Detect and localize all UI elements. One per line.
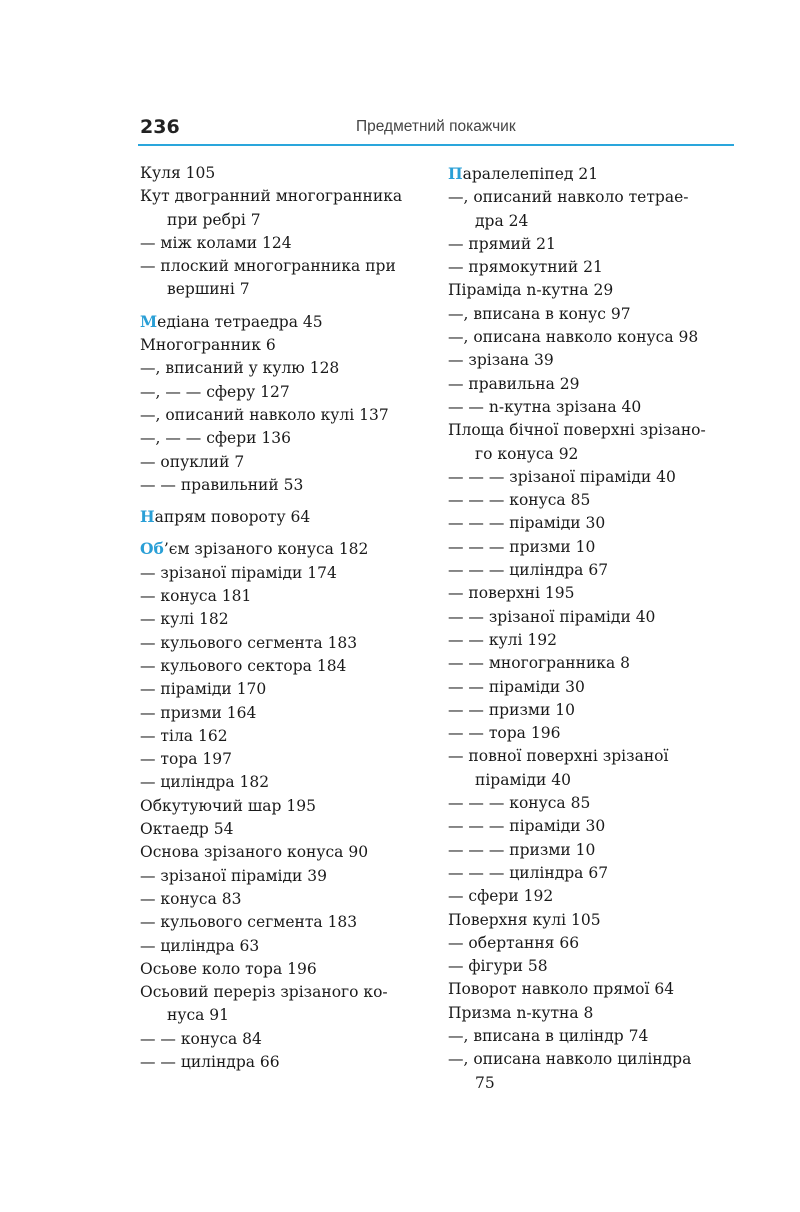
index-entry [140,585,438,608]
index-entry-text: аралелепіпед 21 [462,165,599,183]
index-entry-text: Осьовий переріз зрізаного ко- [140,983,388,1002]
index-entry [140,795,438,818]
index-entry [448,582,746,605]
index-column-right [448,162,746,1095]
index-entry [140,818,438,841]
index-entry-continuation: го конуса 92 [475,444,579,463]
page-header [138,116,734,144]
index-entry-text: — плоский многогранника при [140,257,396,276]
index-entry [140,1051,438,1074]
index-entry [448,1025,746,1048]
index-entry-continuation: при ребрі 7 [167,210,261,229]
index-entry [140,748,438,771]
index-entry [448,676,746,699]
index-entry-text: — — — зрізаної піраміди 40 [448,467,676,486]
index-entry-text: — — циліндра 66 [140,1052,280,1071]
index-entry-text: —, описана навколо конуса 98 [448,328,699,347]
index-entry-continuation: нуса 91 [167,1006,230,1025]
index-entry-text: —, — — сферу 127 [140,382,290,401]
index-entry-text: — тора 197 [140,750,233,769]
index-entry [140,655,438,678]
index-entry-text: Многогранник 6 [140,336,276,355]
index-entry [140,505,438,529]
index-entry [140,935,438,958]
index-entry [448,978,746,1001]
index-entry [448,233,746,256]
index-entry [140,702,438,725]
index-entry-text: — — многогранника 8 [448,654,631,673]
index-entry-text: — призми 164 [140,703,257,722]
index-entry [448,745,746,792]
index-entry [448,303,746,326]
index-entry-text: — зрізаної піраміди 174 [140,563,337,582]
index-entry-text: — конуса 181 [140,587,252,606]
index-entry-text: — — призми 10 [448,700,575,719]
index-entry-text: — кульового сегмента 183 [140,633,358,652]
index-entry-text: — — конуса 84 [140,1029,262,1048]
index-entry [140,1028,438,1051]
index-entry-text: — зрізана 39 [448,351,554,370]
index-entry [448,512,746,535]
header-rule [138,144,734,146]
index-entry [448,559,746,582]
index-entry [448,279,746,302]
index-entry-text: — кульового сектора 184 [140,656,347,675]
index-entry-text: — конуса 83 [140,889,242,908]
index-entry [448,909,746,932]
index-entry-text: апрям повороту 64 [154,508,311,527]
index-entry-text: — — — призми 10 [448,537,596,556]
index-entry [448,722,746,745]
index-entry-text: — циліндра 182 [140,773,270,792]
index-entry-text: — — — конуса 85 [448,491,591,510]
index-entry [140,562,438,585]
index-entry-text: Обкутуючий шар 195 [140,796,316,815]
index-entry-text: ’єм зрізаного конуса 182 [163,540,369,559]
index-entry-text: Поворот навколо прямої 64 [448,980,675,999]
section-initial-letter: М [140,311,158,331]
index-entry-text: — тіла 162 [140,726,228,745]
index-entry [140,451,438,474]
index-entry [140,865,438,888]
index-entry-text: — циліндра 63 [140,936,260,955]
index-entry [448,932,746,955]
index-entry [448,1048,746,1095]
index-entry [140,841,438,864]
index-entry-text: Піраміда n-кутна 29 [448,281,614,300]
index-entry-text: — — n-кутна зрізана 40 [448,397,642,416]
index-entry [448,839,746,862]
index-entry [448,326,746,349]
index-entry [140,725,438,748]
index-entry-text: — — — піраміди 30 [448,514,606,533]
index-entry-text: — кульового сегмента 183 [140,913,358,932]
index-entry [448,629,746,652]
index-entry [448,373,746,396]
index-entry-text: — прямий 21 [448,234,556,253]
index-column-left [140,162,438,1074]
index-entry-text: Поверхня кулі 105 [448,910,601,929]
index-entry [448,652,746,675]
index-entry [448,955,746,978]
index-entry-text: Основа зрізаного конуса 90 [140,843,369,862]
index-entry [140,334,438,357]
index-entry-text: — — кулі 192 [448,630,557,649]
index-entry-text: —, вписана в конус 97 [448,304,631,323]
index-entry-text: —, вписана в циліндр 74 [448,1026,649,1045]
index-entry-text: — — піраміди 30 [448,677,585,696]
index-entry [448,885,746,908]
index-entry-text: Осьове коло тора 196 [140,959,317,978]
index-entry-continuation: дра 24 [475,211,529,230]
index-entry [448,349,746,372]
index-entry-text: — — — конуса 85 [448,794,591,813]
index-entry [448,162,746,186]
index-entry [140,888,438,911]
index-entry [448,815,746,838]
index-entry [140,608,438,631]
index-entry-text: — — зрізаної піраміди 40 [448,607,656,626]
index-entry-text: — — тора 196 [448,724,561,743]
index-entry-text: — правильна 29 [448,374,580,393]
index-entry-text: — опуклий 7 [140,452,245,471]
index-entry [448,699,746,722]
index-entry [448,536,746,559]
index-entry-text: — між колами 124 [140,233,292,252]
index-entry [448,489,746,512]
index-entry-continuation: 75 [475,1073,495,1092]
index-entry-text: — — правильний 53 [140,475,304,494]
index-entry-text: —, — — сфери 136 [140,429,291,448]
index-entry-text: —, описаний навколо тетрае- [448,188,689,207]
section-initial-letter: Об [140,539,164,559]
index-entry-text: — фігури 58 [448,957,548,976]
index-entry-text: — — — циліндра 67 [448,863,609,882]
index-entry-text: — обертання 66 [448,933,580,952]
index-entry [140,958,438,981]
index-entry [448,419,746,466]
index-entry [140,678,438,701]
page-number: 236 [140,116,180,138]
index-entry-text: —, описана навколо циліндра [448,1050,692,1069]
section-initial-letter: П [448,164,463,183]
index-entry-text: — — — піраміди 30 [448,817,606,836]
index-entry-text: —, описаний навколо кулі 137 [140,405,389,424]
index-entry-text: — прямокутний 21 [448,258,603,277]
index-entry [448,186,746,233]
index-entry-text: — кулі 182 [140,610,229,629]
index-entry [140,255,438,302]
index-entry [140,232,438,255]
index-entry-text: — зрізаної піраміди 39 [140,866,327,885]
index-entry-text: — — — циліндра 67 [448,561,609,580]
index-entry [140,537,438,561]
index-entry-text: — повної поверхні зрізаної [448,747,669,766]
section-initial-letter: Н [140,507,155,527]
index-entry [140,185,438,232]
index-entry [140,981,438,1028]
index-entry [140,632,438,655]
index-entry [448,606,746,629]
index-entry-text: Призма n-кутна 8 [448,1003,594,1022]
index-entry [448,862,746,885]
index-entry [140,404,438,427]
index-entry-text: Куля 105 [140,164,216,182]
index-entry [140,310,438,334]
index-entry [140,771,438,794]
index-entry-text: Октаедр 54 [140,820,234,839]
index-entry [448,466,746,489]
index-entry [448,1002,746,1025]
section-gap [140,302,438,310]
section-gap [140,529,438,537]
index-entry [140,162,438,185]
index-entry-text: едіана тетраедра 45 [157,312,323,331]
index-entry-text: — сфери 192 [448,887,554,906]
index-entry-continuation: піраміди 40 [475,770,571,789]
index-entry [140,381,438,404]
index-entry-text: — поверхні 195 [448,584,575,603]
index-entry-continuation: вершині 7 [167,280,250,299]
index-entry [140,427,438,450]
index-entry [140,474,438,497]
running-title: Предметний покажчик [356,118,516,135]
index-entry [448,256,746,279]
index-entry-text: Кут двогранний многогранника [140,187,403,206]
index-entry [140,911,438,934]
index-entry [448,792,746,815]
index-entry-text: Площа бічної поверхні зрізано- [448,421,706,440]
section-gap [140,497,438,505]
index-entry [448,396,746,419]
index-entry-text: — — — призми 10 [448,840,596,859]
index-entry-text: —, вписаний у кулю 128 [140,359,340,378]
index-entry-text: — піраміди 170 [140,680,267,699]
index-entry [140,357,438,380]
